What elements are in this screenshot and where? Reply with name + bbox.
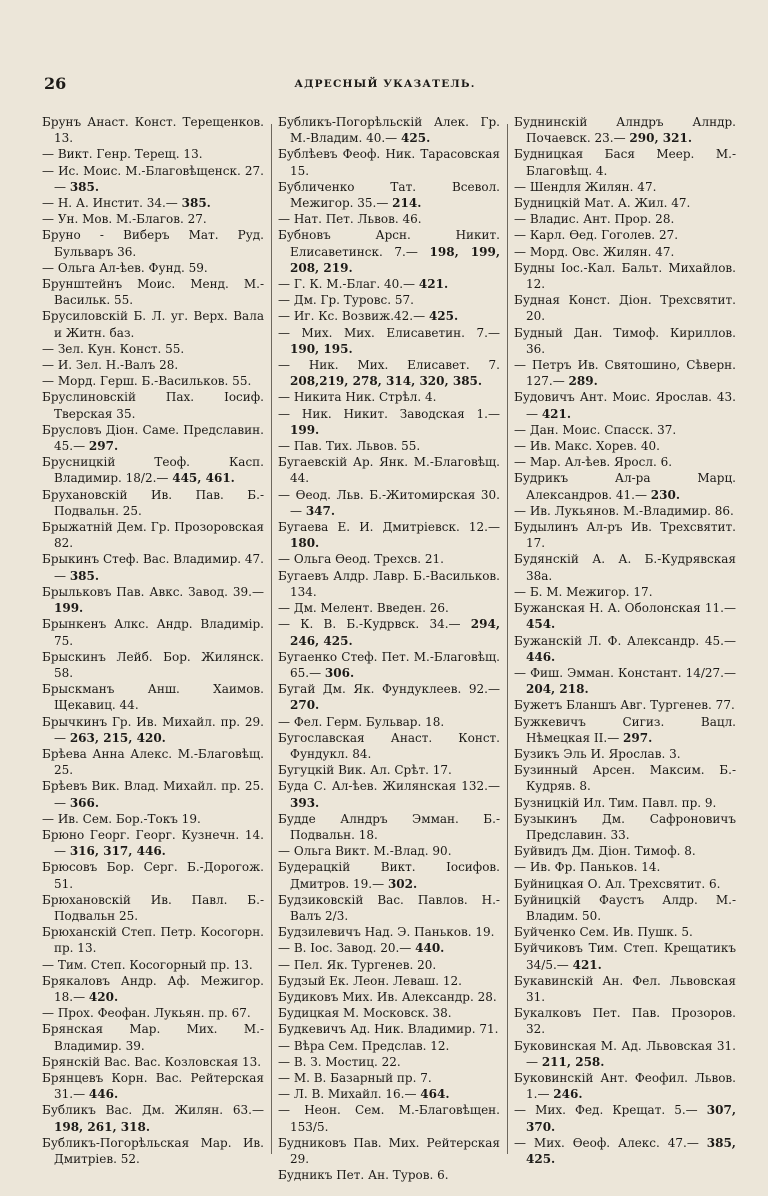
entry-text: Брюхановскій Ив. Павл. Б.-Подвальн 25. xyxy=(42,892,264,923)
directory-entry xyxy=(42,1005,264,1021)
directory-entry xyxy=(42,389,264,421)
directory-entry xyxy=(42,146,264,162)
entry-phone-numbers: 198, 199, 208, 219. xyxy=(290,244,500,275)
entry-text: — Прох. Феофан. Лукьян. пр. 67. xyxy=(42,1006,251,1021)
entry-text: Будерацкій Викт. Іосифов. Дмитров. 19.— xyxy=(278,860,500,891)
entry-phone-numbers: 316, 317, 446. xyxy=(69,844,166,859)
column-3 xyxy=(514,114,736,1164)
entry-text: Будная Конст. Діон. Трехсвятит. 20. xyxy=(514,293,736,324)
directory-entry xyxy=(42,373,264,389)
entry-text: — Пав. Тих. Львов. 55. xyxy=(278,439,421,454)
entry-text: Бужкевичъ Сигиз. Вацл. Нѣмецкая II.— xyxy=(514,714,736,745)
directory-entry xyxy=(514,1070,736,1102)
directory-entry xyxy=(278,924,500,940)
directory-entry xyxy=(514,244,736,260)
entry-text: — Ив. Фр. Паньков. 14. xyxy=(514,860,661,875)
entry-text: — Мар. Ал-ѣев. Яросл. 6. xyxy=(514,455,673,470)
directory-entry xyxy=(42,811,264,827)
entry-text: Будникъ Пет. Ан. Туров. 6. xyxy=(278,1168,449,1183)
entry-text: Буйницкая О. Ал. Трехсвятит. 6. xyxy=(514,876,721,891)
directory-entry xyxy=(278,114,500,146)
directory-entry xyxy=(42,681,264,713)
column-rule xyxy=(507,124,508,1154)
entry-phone-numbers: 454. xyxy=(526,617,556,632)
entry-text: Будниковъ Пав. Мих. Рейтерская 29. xyxy=(278,1135,500,1166)
entry-text: Бугай Дм. Як. Фундуклеев. 92.— xyxy=(278,682,500,697)
page-header xyxy=(40,74,730,94)
directory-entry xyxy=(278,892,500,924)
entry-text: Бруно - Виберъ Мат. Руд. Бульваръ 36. xyxy=(42,228,264,259)
directory-entry xyxy=(514,924,736,940)
directory-entry xyxy=(42,260,264,276)
entry-phone-numbers: 290, 321. xyxy=(629,131,693,146)
directory-entry xyxy=(514,714,736,746)
entry-text: Будны Іос.-Кал. Бальт. Михайлов. 12. xyxy=(514,260,736,292)
directory-entry xyxy=(278,616,500,648)
directory-entry xyxy=(514,843,736,859)
entry-phone-numbers: 446. xyxy=(88,1087,119,1102)
directory-entry xyxy=(514,1038,736,1070)
entry-text: Бубликъ-Погорѣльскій Алек. Гр. М.-Владим. 40.— xyxy=(278,115,500,146)
directory-entry xyxy=(514,551,736,583)
directory-entry xyxy=(42,227,264,259)
directory-entry xyxy=(514,114,736,146)
entry-text: Брянскій Вас. Вас. Козловская 13. xyxy=(42,1054,262,1069)
entry-text: — И. Зел. Н.-Валъ 28. xyxy=(42,358,179,373)
entry-text: Бужанскій Л. Ф. Александр. 45.— xyxy=(514,633,736,648)
entry-text: Будзиковскій Вас. Павлов. Н.-Валъ 2/3. xyxy=(278,892,500,923)
directory-entry xyxy=(42,195,264,211)
directory-entry xyxy=(514,1005,736,1037)
entry-text: — Л. В. Михайл. 16.— xyxy=(278,1087,417,1102)
entry-text: Букалковъ Пет. Пав. Прозоров. 32. xyxy=(514,1006,736,1037)
directory-entry xyxy=(514,940,736,972)
entry-phone-numbers: 190, 195. xyxy=(290,341,353,356)
entry-text: — Ник. Никит. Заводская 1.— xyxy=(278,406,500,421)
entry-text: Брунъ Анаст. Конст. Терещенков. 13. xyxy=(42,115,264,146)
entry-phone-numbers: 297. xyxy=(88,439,119,454)
entry-text: Бублѣевъ Феоф. Ник. Тарасовская 15. xyxy=(278,147,500,178)
directory-entry xyxy=(278,406,500,438)
directory-entry xyxy=(514,746,736,762)
entry-text: Брянская Мар. Мих. М.-Владимир. 39. xyxy=(42,1022,264,1053)
entry-text: Бугославская Анаст. Конст. Фундукл. 84. xyxy=(278,730,500,761)
directory-entry xyxy=(278,1070,500,1086)
entry-text: Бузикъ Эль И. Ярослав. 3. xyxy=(514,746,681,761)
directory-entry xyxy=(42,341,264,357)
entry-text: — Шендля Жилян. 47. xyxy=(514,179,657,194)
entry-phone-numbers: 198, 261, 318. xyxy=(54,1119,151,1134)
running-title: АДРЕСНЫЙ УКАЗАТЕЛЬ. xyxy=(294,78,476,90)
directory-entry xyxy=(514,811,736,843)
entry-phone-numbers: 199. xyxy=(290,422,320,437)
entry-text: Брянцевъ Корн. Вас. Рейтерская 31.— xyxy=(42,1070,264,1102)
entry-text: Брѣевъ Вик. Влад. Михайл. пр. 25.— xyxy=(42,779,264,810)
directory-entry xyxy=(514,211,736,227)
entry-text: Брусницкій Теоф. Касп. Владимир. 18/2.— xyxy=(42,455,264,486)
entry-text: Будный Дан. Тимоф. Кириллов. 36. xyxy=(514,325,736,356)
directory-entry xyxy=(278,1038,500,1054)
directory-entry xyxy=(42,1070,264,1102)
directory-entry xyxy=(514,697,736,713)
entry-phone-numbers: 464. xyxy=(420,1087,450,1102)
entry-text: — Ник. Мих. Елисавет. 7. xyxy=(278,358,500,373)
entry-phone-numbers: 385. xyxy=(181,196,211,211)
directory-entry xyxy=(278,600,500,616)
entry-text: Бубликъ Вас. Дм. Жилян. 63.— xyxy=(42,1103,264,1118)
entry-text: — Ис. Моис. М.-Благовѣщенск. 27. — xyxy=(42,163,264,194)
directory-entry xyxy=(42,957,264,973)
entry-phone-numbers: 385, 425. xyxy=(526,1135,736,1166)
entry-text: Брыскманъ Анш. Хаимов. Щекавиц. 44. xyxy=(42,682,264,713)
entry-text: Брыскинъ Лейб. Бор. Жилянск. 58. xyxy=(42,649,264,680)
entry-phone-numbers: 306. xyxy=(324,665,355,680)
entry-text: Бугуцкій Вик. Ал. Срѣт. 17. xyxy=(278,763,452,778)
directory-entry xyxy=(42,163,264,195)
entry-phone-numbers: 211, 258. xyxy=(541,1054,605,1069)
entry-text: Брюханскій Степ. Петр. Косогорн. пр. 13. xyxy=(42,925,264,956)
entry-text: Буйницкій Фаустъ Алдр. М.-Владим. 50. xyxy=(514,892,736,923)
directory-entry xyxy=(514,357,736,389)
entry-text: Брѣева Анна Алекс. М.-Благовѣщ. 25. xyxy=(42,746,264,778)
directory-entry xyxy=(278,940,500,956)
directory-entry xyxy=(278,973,500,989)
entry-text: Брычкинъ Гр. Ив. Михайл. пр. 29.— xyxy=(42,714,264,745)
entry-phone-numbers: 446. xyxy=(526,649,556,664)
directory-entry xyxy=(514,179,736,195)
directory-entry xyxy=(514,1102,736,1134)
directory-entry xyxy=(42,357,264,373)
directory-entry xyxy=(514,892,736,924)
entry-text: Будзилевичъ Над. Э. Паньков. 19. xyxy=(278,925,495,940)
directory-entry xyxy=(278,762,500,778)
entry-phone-numbers: 294, 246, 425. xyxy=(290,617,500,648)
directory-entry xyxy=(514,260,736,292)
directory-entry xyxy=(278,487,500,519)
entry-text: — Морд. Герш. Б.-Васильков. 55. xyxy=(42,374,252,389)
directory-entry xyxy=(278,714,500,730)
entry-text: Бузинный Арсен. Максим. Б.-Кудряв. 8. xyxy=(514,763,736,794)
entry-text: Буйченко Сем. Ив. Пушк. 5. xyxy=(514,925,693,940)
entry-text: — Фел. Герм. Бульвар. 18. xyxy=(278,714,445,729)
directory-entry xyxy=(278,1054,500,1070)
entry-text: Брусиловскій Б. Л. уг. Верх. Вала и Житн. баз. xyxy=(42,309,264,340)
entry-phone-numbers: 385. xyxy=(69,568,100,583)
entry-text: Будзый Ек. Леон. Леваш. 12. xyxy=(278,973,462,988)
directory-entry xyxy=(514,762,736,794)
entry-text: — Дан. Моис. Спасск. 37. xyxy=(514,422,677,437)
entry-text: — К. В. Б.-Кудрвск. 34.— xyxy=(278,617,461,632)
directory-entry xyxy=(278,276,500,292)
entry-text: — Дм. Гр. Туровс. 57. xyxy=(278,293,414,308)
entry-phone-numbers: 302. xyxy=(387,876,418,891)
directory-entry xyxy=(42,827,264,859)
directory-entry xyxy=(278,357,500,389)
entry-text: Брыльковъ Пав. Авкс. Завод. 39.— xyxy=(42,584,264,599)
directory-entry xyxy=(278,1102,500,1134)
directory-entry xyxy=(278,1167,500,1183)
directory-entry xyxy=(514,665,736,697)
directory-entry xyxy=(42,454,264,486)
entry-text: Будовичъ Ант. Моис. Ярослав. 43.— xyxy=(514,390,736,421)
directory-entry xyxy=(278,568,500,600)
directory-entry xyxy=(42,422,264,454)
directory-entry xyxy=(514,503,736,519)
entry-text: Будрикъ Ал-ра Марц. Александров. 41.— xyxy=(514,471,736,502)
directory-entry xyxy=(514,519,736,551)
entry-text: — Неон. Сем. М.-Благовѣщен. 153/5. xyxy=(278,1103,500,1134)
entry-text: — Н. А. Инстит. 34.— xyxy=(42,196,178,211)
entry-phone-numbers: 421. xyxy=(418,277,449,292)
directory-entry xyxy=(514,195,736,211)
entry-text: Бужетъ Бланшъ Авг. Тургенев. 77. xyxy=(514,698,735,713)
entry-text: — Ив. Макс. Хорев. 40. xyxy=(514,439,660,454)
entry-text: — Нат. Пет. Львов. 46. xyxy=(278,212,422,227)
directory-entry xyxy=(42,778,264,810)
entry-text: Буднинскій Алндръ Алндр. Почаевск. 23.— xyxy=(514,115,736,146)
directory-entry xyxy=(514,470,736,502)
directory-entry xyxy=(42,714,264,746)
entry-text: — Никита Ник. Стрѣл. 4. xyxy=(278,390,437,405)
entry-text: Бруханoвскій Ив. Пав. Б.-Подвальн. 25. xyxy=(42,487,264,518)
directory-entry xyxy=(278,778,500,810)
directory-entry xyxy=(514,600,736,632)
directory-entry xyxy=(278,730,500,762)
directory-entry xyxy=(514,146,736,178)
column-rule xyxy=(271,124,272,1154)
entry-text: Брюно Георг. Георг. Кузнечн. 14.— xyxy=(42,827,264,859)
entry-phone-numbers: 180. xyxy=(290,536,320,551)
directory-entry xyxy=(42,308,264,340)
entry-phone-numbers: 289. xyxy=(568,374,598,389)
entry-phone-numbers: 230. xyxy=(650,487,681,502)
entry-text: — Ольга Ѳеод. Трехсв. 21. xyxy=(278,552,444,567)
entry-phone-numbers: 347. xyxy=(305,503,336,518)
entry-text: — Ив. Сем. Бор.-Токъ 19. xyxy=(42,811,201,826)
directory-entry xyxy=(278,308,500,324)
directory-entry xyxy=(514,795,736,811)
entry-text: — Владис. Ант. Прор. 28. xyxy=(514,212,675,227)
entry-text: Букавинскій Ан. Фел. Львовская 31. xyxy=(514,973,736,1004)
directory-entry xyxy=(42,924,264,956)
entry-text: Брякаловъ Андр. Аф. Межигор. 18.— xyxy=(42,973,264,1004)
directory-entry xyxy=(278,649,500,681)
entry-text: Буйчиковъ Тим. Степ. Крещатикъ 34/5.— xyxy=(514,941,736,972)
directory-entry xyxy=(278,1135,500,1167)
directory-entry xyxy=(42,551,264,583)
directory-entry xyxy=(42,276,264,308)
column-2 xyxy=(278,114,500,1183)
entry-text: — М. В. Базарный пр. 7. xyxy=(278,1070,432,1085)
entry-text: — Мих. Ѳеоф. Алекс. 47.— xyxy=(514,1135,699,1150)
directory-entry xyxy=(278,227,500,276)
entry-text: — Мих. Мих. Елисаветин. 7.— xyxy=(278,325,500,340)
directory-entry xyxy=(278,957,500,973)
page-number: 26 xyxy=(44,74,67,93)
entry-text: Буйвидъ Дм. Діон. Тимоф. 8. xyxy=(514,844,696,859)
entry-phone-numbers: 214. xyxy=(392,196,422,211)
entry-phone-numbers: 366. xyxy=(69,795,100,810)
entry-text: Буда С. Ал-ѣев. Жилянская 132.— xyxy=(278,779,500,794)
directory-entry xyxy=(278,292,500,308)
directory-entry xyxy=(278,325,500,357)
entry-text: Брусловъ Діон. Саме. Предславин. 45.— xyxy=(42,422,264,454)
entry-text: Бубновъ Арсн. Никит. Елисаветинск. 7.— xyxy=(278,228,500,259)
directory-entry xyxy=(42,859,264,891)
directory-entry xyxy=(514,633,736,665)
directory-entry xyxy=(42,746,264,778)
directory-entry xyxy=(42,1102,264,1134)
entry-text: Будиковъ Мих. Ив. Александр. 28. xyxy=(278,989,497,1004)
entry-text: Брунштейнъ Моис. Менд. М.-Васильк. 55. xyxy=(42,277,264,308)
entry-phone-numbers: 208,219, 278, 314, 320, 385. xyxy=(290,374,483,389)
entry-text: Будде Алндръ Эмман. Б.-Подвальн. 18. xyxy=(278,811,500,842)
directory-entry xyxy=(278,438,500,454)
entry-text: — Тим. Степ. Косогорный пр. 13. xyxy=(42,957,253,972)
entry-phone-numbers: 199. xyxy=(54,601,84,616)
directory-entry xyxy=(42,649,264,681)
directory-entry xyxy=(42,487,264,519)
directory-entry xyxy=(278,1005,500,1021)
entry-text: Брыжатній Дем. Гр. Прозоровская 82. xyxy=(42,520,264,551)
entry-text: — Г. К. М.-Благ. 40.— xyxy=(278,277,416,292)
directory-entry xyxy=(278,454,500,486)
entry-text: Бузыкинъ Дм. Сафроновичъ Предславин. 33. xyxy=(514,811,736,842)
entry-text: Будницкій Мат. А. Жил. 47. xyxy=(514,196,691,211)
entry-text: Бубликъ-Погорѣльская Мар. Ив. Дмитріев. 52. xyxy=(42,1135,264,1166)
entry-text: Бугаенко Стеф. Пет. М.-Благовѣщ. 65.— xyxy=(278,649,500,680)
entry-text: Бузницкій Ил. Тим. Павл. пр. 9. xyxy=(514,795,717,810)
entry-text: — Ун. Мов. М.-Благов. 27. xyxy=(42,212,207,227)
entry-phone-numbers: 263, 215, 420. xyxy=(69,730,166,745)
column-1 xyxy=(42,114,264,1164)
directory-entry xyxy=(514,859,736,875)
directory-entry xyxy=(278,389,500,405)
entry-text: Буковинскій Ант. Феофил. Львов. 1.— xyxy=(514,1070,736,1102)
entry-phone-numbers: 425. xyxy=(401,131,431,146)
directory-columns xyxy=(42,114,736,1183)
entry-text: — Викт. Генр. Терещ. 13. xyxy=(42,147,203,162)
entry-text: — Ив. Лукьянов. М.-Владимир. 86. xyxy=(514,503,734,518)
entry-text: Бужанская Н. А. Оболонская 11.— xyxy=(514,601,736,616)
directory-entry xyxy=(42,519,264,551)
entry-text: Брюсовъ Бор. Серг. Б.-Дорогож. 51. xyxy=(42,860,264,891)
directory-entry xyxy=(42,114,264,146)
entry-text: — Петръ Ив. Святошино, Сѣверн. 127.— xyxy=(514,358,736,389)
entry-text: — Мих. Фед. Крещат. 5.— xyxy=(514,1103,698,1118)
entry-phone-numbers: 204, 218. xyxy=(526,682,589,697)
directory-entry xyxy=(514,292,736,324)
entry-text: Будылинъ Ал-ръ Ив. Трехсвятит. 17. xyxy=(514,520,736,551)
entry-phone-numbers: 246. xyxy=(553,1087,583,1102)
directory-entry xyxy=(278,989,500,1005)
entry-text: Будницкая Бася Меер. М.-Благовѣщ. 4. xyxy=(514,147,736,178)
directory-entry xyxy=(514,454,736,470)
entry-text: — Зел. Кун. Конст. 55. xyxy=(42,341,185,356)
entry-text: — Ѳеод. Льв. Б.-Житомирская 30.— xyxy=(278,487,500,518)
directory-entry xyxy=(278,1086,500,1102)
entry-text: Будянскій А. А. Б.-Кудрявская 38а. xyxy=(514,552,736,583)
directory-entry xyxy=(514,325,736,357)
directory-entry xyxy=(278,551,500,567)
entry-phone-numbers: 297. xyxy=(623,730,653,745)
entry-phone-numbers: 425. xyxy=(428,309,459,324)
directory-entry xyxy=(278,211,500,227)
entry-text: Будкевичъ Ад. Ник. Владимир. 71. xyxy=(278,1022,499,1037)
directory-entry xyxy=(514,438,736,454)
directory-entry xyxy=(42,892,264,924)
directory-entry xyxy=(278,681,500,713)
entry-text: — Карл. Ѳед. Гоголев. 27. xyxy=(514,228,679,243)
entry-phone-numbers: 420. xyxy=(88,989,119,1004)
directory-entry xyxy=(278,811,500,843)
entry-text: Бугаева Е. И. Дмитріевск. 12.— xyxy=(278,520,500,535)
directory-entry xyxy=(42,211,264,227)
entry-text: — Дм. Мелент. Введен. 26. xyxy=(278,601,449,616)
entry-text: — Ольга Викт. М.-Влад. 90. xyxy=(278,844,452,859)
entry-phone-numbers: 445, 461. xyxy=(172,471,235,486)
directory-entry xyxy=(514,227,736,243)
directory-entry xyxy=(42,616,264,648)
entry-text: — В. Іос. Завод. 20.— xyxy=(278,941,412,956)
entry-text: Будицкая М. Московск. 38. xyxy=(278,1006,452,1021)
entry-phone-numbers: 421. xyxy=(572,957,602,972)
entry-phone-numbers: 385. xyxy=(69,179,100,194)
directory-entry xyxy=(42,1054,264,1070)
directory-entry xyxy=(514,389,736,421)
directory-entry xyxy=(278,179,500,211)
entry-phone-numbers: 440. xyxy=(415,941,445,956)
directory-entry xyxy=(42,1135,264,1167)
entry-phone-numbers: 270. xyxy=(290,698,320,713)
entry-text: — Фиш. Эмман. Констант. 14/27.— xyxy=(514,665,736,680)
entry-text: Бубличенко Тат. Всевол. Межигор. 35.— xyxy=(278,179,500,211)
directory-entry xyxy=(42,1021,264,1053)
directory-entry xyxy=(514,584,736,600)
directory-entry xyxy=(514,973,736,1005)
entry-text: Буковинская М. Ад. Львовская 31.— xyxy=(514,1038,736,1069)
entry-text: — Морд. Овс. Жилян. 47. xyxy=(514,244,675,259)
entry-phone-numbers: 421. xyxy=(541,406,572,421)
entry-text: — Пел. Як. Тургенев. 20. xyxy=(278,957,437,972)
entry-text: — В. З. Мостиц. 22. xyxy=(278,1054,401,1069)
directory-entry xyxy=(278,843,500,859)
directory-entry xyxy=(278,519,500,551)
directory-entry xyxy=(514,1135,736,1167)
entry-phone-numbers: 307, 370. xyxy=(526,1103,736,1134)
entry-text: Бруслиновскій Пах. Іосиф. Тверская 35. xyxy=(42,390,264,421)
entry-text: Бугаевскій Ар. Янк. М.-Благовѣщ. 44. xyxy=(278,455,500,486)
entry-text: Брынкенъ Алкс. Андр. Владимір. 75. xyxy=(42,617,264,648)
directory-entry xyxy=(42,584,264,616)
directory-entry xyxy=(42,973,264,1005)
entry-text: Бугаевъ Алдр. Лавр. Б.-Васильков. 134. xyxy=(278,568,500,599)
entry-text: — Б. М. Межигор. 17. xyxy=(514,584,653,599)
directory-entry xyxy=(278,859,500,891)
directory-entry xyxy=(514,876,736,892)
entry-text: — Вѣра Сем. Предслав. 12. xyxy=(278,1038,450,1053)
entry-phone-numbers: 393. xyxy=(290,795,320,810)
directory-entry xyxy=(278,1021,500,1037)
directory-entry xyxy=(278,146,500,178)
entry-text: — Ольга Ал-ѣев. Фунд. 59. xyxy=(42,260,208,275)
entry-text: — Иг. Кс. Возвиж.42.— xyxy=(278,309,426,324)
directory-entry xyxy=(514,422,736,438)
entry-text: Брыкинъ Стеф. Вас. Владимир. 47.— xyxy=(42,552,264,583)
